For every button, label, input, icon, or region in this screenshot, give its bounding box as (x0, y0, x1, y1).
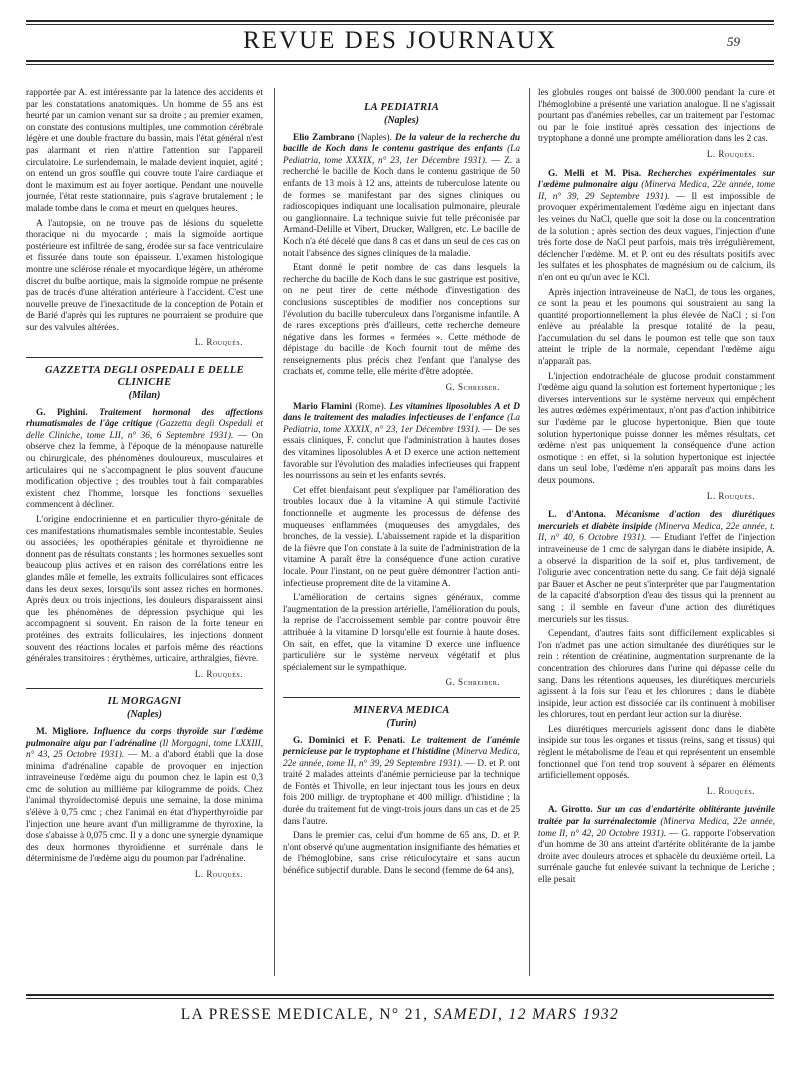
section-city: (Turin) (386, 717, 417, 729)
article-text: — D. et P. ont traité 2 malades atteints d'anémie pernicieuse par la technique de Fontès et Thivolle, en leur injectant tous les jours en deux fois 200 milligr. de tryptophane et 400 milligr. d'histidine ; la durée du traitement fut de vingt-trois jours dans un cas et de 25 dans l'autre. (283, 758, 520, 827)
article (26, 408, 263, 512)
footer-top-rule-thin (26, 998, 774, 999)
header-top-rule-thin (26, 24, 774, 25)
column-separator (274, 88, 275, 976)
paragraph: L'amélioration de certains signes généraux, comme l'augmentation de la pression artérielle, l'amélioration du pouls, la reprise de l'accroissement semble par contre pouvoir être attribuée à la vitamine D lorsqu'elle est fournie à haute doses. On sait, en effet, que la vitamine D exerce une influence particulière sur le système nerveux végétatif et plus spécialement sur le sympathique. (283, 593, 520, 673)
article-text: — M. a d'abord établi que la dose minima d'adrénaline capable de provoquer en injection intraveineuse l'œdème aigu du poumon chez le lapin est 0,3 cmc de solution au millième par kilogramme de poids. Chez l'animal thyroïdectomisé depuis une semaine, la dose minima s'élève à 0,75 cmc ; chez l'animal en état d'hyperthyroïdie par l'injection une heure avant d'un milligramme de thyroxine, la dose s'abaisse à 0,075 cmc. Il y a donc une synergie dynamique des deux hormones thyroïdienne et surrénale dans le déterminisme de l'œdème aigu du poumon par l'adrénaline. (26, 750, 263, 865)
section-title: LA PEDIATRIA (363, 102, 440, 113)
article-author: G. Melli et M. Pisa. (548, 168, 642, 179)
article-reference: (Gazzetta degli Ospedali et delle Cliniche, tome LII, n° 36, 6 Septembre 1931). (26, 419, 263, 441)
paragraph: rapportée par A. est intéressante par la latence des accidents et par les constatations anatomiques. Un homme de 55 ans est heurté par un camion venant sur sa droite ; au premier examen, on constate des contusions multiples, une commotion cérébrale légère et une double fracture du bassin, mais l'état général n'est pas alarmant et rien n'attire l'attention sur l'appareil circulatoire. Le surlendemain, le malade devient inquiet, agité ; on entend un gros souffle qui couvre toute l'aire cardiaque et dont le maximum est au foyer aortique. Pendant une nouvelle journée, l'état reste stationnaire, puis s'agrave brutalement ; le malade tombe dans le coma et meurt en quelques heures. (26, 88, 263, 214)
paragraph: Les diurétiques mercuriels agissent donc dans le diabète insipide sur tous les organes et tissus (reins, sang et tissus) qui règlent le métabolisme de l'eau et qui représentent un ensemble fonctionnel que l'on tend trop souvent à séparer en éléments artificiellement opposés. (538, 724, 775, 782)
article-text: — G. rapporte l'observation d'un homme de 30 ans atteint d'artérite oblitérante de la jambe droite avec douleurs atroces et sphacèle du deuxième orteil. La surrénale gauche fut enlevée suivant la technique de Leriche ; elle pesait (538, 828, 775, 885)
column-2 (283, 88, 520, 881)
article-title: Recherches expérimentales sur l'œdème pulmonaire aigu (538, 168, 775, 191)
article-place: (Rome). (355, 401, 387, 412)
article (538, 510, 775, 626)
section-rule (26, 357, 263, 358)
article-title: Traitement hormonal des affections rhumatismales de l'âge critique (26, 407, 264, 430)
article (283, 133, 520, 261)
footer-journal-name: LA PRESSE MEDICALE, N° 21, (180, 1006, 434, 1023)
section-title: IL MORGAGNI (107, 696, 182, 708)
page-number: 59 (727, 34, 740, 49)
section-rule (283, 697, 520, 698)
page-header (0, 0, 800, 62)
article-author: M. Migliore. (36, 726, 89, 737)
article-author: G. Dominici et F. Penati. (293, 735, 405, 746)
section-title: GAZZETTA DEGLI OSPEDALI E DELLE CLINICHE (45, 365, 244, 389)
footer-top-rule (26, 994, 774, 996)
paragraph: les globules rouges ont baissé de 300.000 pendant la cure et l'hémoglobine a présenté une variation analogue. Il ne s'agissait pourtant pas d'anémies rebelles, car un traitement par l'estomac ou par le foie institué après cessation des injections de tryptophane a donné une prompte amélioration dans les 2 cas. (538, 88, 775, 145)
article-title: Mécanisme d'action des diurétiques mercuriels et diabète insipide (538, 510, 776, 532)
paragraph: L'origine endocrinienne et en particulier thyro-génitale de ces manifestations rhumatismales semble incontestable. Seules ou associées, les opothérapies génitale et thyroïdienne ne donnent pas de résultats constants ; les hormones sexuelles sont beaucoup plus actives et en raison des corrélations entre les glandes mâle et femelle, les extraits folliculaires sont efficaces dans les deux sexes, lorsqu'ils sont assez riches en hormones. Après deux ou trois injections, les douleurs disparaissent ainsi que les phénomènes de dépression psychique qui les accompagnent si souvent. En raison de la forte teneur en protéines des extraits folliculaires, les injections donnent souvent des réactions locales et parfois même des réactions générales transitoires : érythèmes, urticaire, arthralgies, fièvre. (26, 515, 263, 665)
article (283, 736, 520, 829)
signature: L. Rouquès. (706, 148, 755, 159)
article-author: L. d'Antona. (548, 510, 606, 521)
paragraph: Etant donné le petit nombre de cas dans lesquels la recherche du bacille de Koch dans le suc gastrique est positive, on ne peut tirer de cette méthode d'investigation des conclusions susceptibles de modifier nos conceptions sur l'évolution du bacille tuberculeux dans l'organisme infantile. A de rares exceptions près d'ailleurs, cette recherche demeure négative dans les formes « fermées ». Cette méthode de dépistage du bacille de Koch fournit tout de même des renseignements plus précis chez l'enfant que l'analyse des crachats et, comme telle, elle mérite d'être adoptée. (283, 263, 520, 378)
section-title: MINERVA MEDICA (353, 704, 450, 716)
signature: L. Rouquès. (706, 785, 755, 796)
article (26, 727, 263, 866)
footer-journal-line (0, 1006, 800, 1024)
signature: L. Rouquès. (194, 869, 243, 880)
article-reference: (Minerva Medica, 22e année, t. II, n° 40, 6 Octobre 1931). (538, 521, 775, 544)
header-bottom-rule-thin (26, 64, 774, 65)
article-title: Influence du corps thyroïde sur l'œdème pulmonaire aigu par l'adrénaline (26, 726, 263, 749)
article (538, 805, 775, 886)
article-reference: (Minerva Medica, 22e année, tome II, n° 42, 20 Octobre 1931). (538, 817, 775, 839)
paragraph: Cependant, d'autres faits sont difficilement explicables si l'on n'admet pas une action simultanée des diurétiques sur le rein : rétention de créatinine, augmentation surprenante de la concentration des chlorures dans l'urine qui dépasse celle du sang. Dans les rétentions aqueuses, les diurétiques mercuriels agissent à la fois sur l'eau et les chlorures ; dans le diabète insipide, leur action est dissociée car ils continuent à mobiliser les chlorures, tout en perdant leur action sur la diurèse. (538, 629, 775, 721)
header-top-rule (26, 20, 774, 22)
footer-date: SAMEDI, 12 MARS 1932 (433, 1006, 620, 1023)
section-rule (26, 688, 263, 689)
article-title: Les vitamines liposolubles A et D dans le traitement des maladies infectieuses de l'enfance (283, 401, 520, 424)
article-reference: (La Pediatria, tome XXXIX, n° 23, 1er Décembre 1931). (283, 413, 520, 435)
column-1 (26, 88, 263, 889)
article-reference: (Il Morgagni, tome LXXIII, n° 43, 25 Octobre 1931). (26, 738, 263, 761)
article-author: Mario Flamini (293, 401, 353, 412)
section-city: (Naples) (384, 115, 419, 126)
column-separator (529, 88, 530, 976)
article-reference: (Minerva Medica, 22e année, tome II, n° 39, 29 Septembre 1931). (538, 180, 776, 202)
article-place: (Naples). (357, 132, 392, 143)
article-title: Sur un cas d'endartérite oblitérante juvénile traitée par la surrénalectomie (538, 805, 776, 828)
article-reference: (La Pediatria, tome XXXIX, n° 23, 1er Décembre 1931). (283, 144, 520, 166)
signature: L. Rouquès. (194, 337, 243, 348)
journal-section-title: REVUE DES JOURNAUX (243, 27, 557, 54)
article-text: — Il est impossible de provoquer expérimentalement l'œdème aigu en injectant dans les veines du NaCl, quelle que soit la dose ou la concentration de la solution ; après section des deux vagues, l'injection d'une très forte dose de NaCl peut parfois, mais très irrégulièrement, déclencher l'œdème. M. et P. ont eu des résultats positifs avec les sulfates et les phosphates de magnésium ou de calcium, ils n'en ont eu qu'un avec le KCl. (538, 191, 776, 283)
column-3 (538, 88, 775, 890)
article-title: Le traitement de l'anémie pernicieuse par le tryptophane et l'histidine (283, 735, 521, 758)
signature: L. Rouquès. (706, 490, 755, 501)
article-text: — On observe chez la femme, à l'époque de la ménopause naturelle ou chirurgicale, des phénomènes douloureux, musculaires et articulaires qui ne s'accompagnent le plus souvent d'aucune modification objective ; des troubles tout à fait comparables existent chez l'homme, lorsque les fonctions sexuelles commencent à décliner. (26, 430, 264, 511)
article-author: G. Pighini. (36, 407, 88, 418)
signature: G. Schreiber. (445, 677, 500, 688)
article (283, 402, 520, 483)
signature: L. Rouquès. (194, 668, 243, 679)
paragraph: Dans le premier cas, celui d'un homme de 65 ans, D. et P. n'ont observé qu'une augmentation insignifiante des hématies et de l'hémoglobine, sans crise réticulocytaire et sans aucun bénéfice subjectif durable. Dans le second (femme de 64 ans), (283, 831, 521, 877)
section-city: (Naples) (127, 709, 162, 721)
article-reference: (Minerva Medica, 22e année, tome II, n° 39, 29 Septembre 1931). (283, 747, 521, 769)
article-text: — Z. a recherché le bacille de Koch dans le contenu gastrique de 50 enfants de 13 mois à 12 ans, atteints de tuberculose latente ou de formes se manifestant par des signes cliniques ou radioscopiques indiquant une localisation pulmonaire, pleurale ou ganglionnaire. La technique suivie fut telle préconisée par Armand-Delille et Vibert, Drucker, Wallgren, etc. Le bacille de Koch n'a été décelé que dans 8 cas et dans un seul de ces cas on notait l'absence des signes cliniques de la maladie. (283, 155, 521, 259)
article-text: — Etudiant l'effet de l'injection intraveineuse de 1 cmc de salyrgan dans le diabète insipide, A. a observé la disparition de la soif et, plus tardivement, de l'oligurie avec concentration nette du sang. Ce fait déjà signalé par Bauer et Ascher ne peut s'interpréter que par l'augmentation de la capacité d'absorption d'eau des tissus qui la prennent au sang ; il semble en faveur d'une action des diurétiques mercuriels sur les tissus. (538, 533, 776, 625)
signature: G. Schreiber. (445, 382, 500, 393)
article-author: A. Girotto. (548, 805, 593, 816)
paragraph: L'injection endotrachéale de glucose produit constamment l'œdème aigu quand la solution est fortement hypertonique ; les diverses interventions sur le système nerveux qui empêchent les autres œdèmes expérimentaux, n'ont pas d'action inhibitrice sur l'œdème par le glucose hypertonique. Bien que toute solution hypertonique puisse donner les mêmes résultats, cet œdème n'est pas uniquement la conséquence d'une action osmotique : en effet, si la solution hypertonique est injectée dans un seul lobe, l'œdème n'en apparaît pas moins dans les deux poumons. (538, 371, 775, 486)
article-title: De la valeur de la recherche du bacille de Koch dans le contenu gastrique des enfants (283, 132, 521, 155)
page-footer (0, 994, 800, 1064)
paragraph: A l'autopsie, on ne trouve pas de lésions du squelette thoracique ni du myocarde ; mais la sigmoïde aortique postérieure est infiltrée de sang, érodée sur sa face ventriculaire et fissurée dans toute son épaisseur. L'examen histologique montre une sclérose rénale et myocardique légère, un athérome discret du bulbe aortique, mais la sigmoïde rompue ne présente pas de tracés d'une altération antérieure à l'accident. C'est une nouvelle preuve de l'inexactitude de la conception de Potain et de Barié d'après qui les ruptures ne pourraient se produire que sur des valvules altérées. (26, 218, 263, 333)
article-author: Elio Zambrano (293, 132, 355, 143)
section-city: (Milan) (128, 390, 161, 402)
header-bottom-rule (26, 60, 774, 62)
paragraph: Cet effet bienfaisant peut s'expliquer par l'amélioration des troubles locaux due à la vitamine A qui stimule l'activité fonctionnelle et augmente les processus de défense des muqueuses enflammées (muqueuses des amygdales, des bronches, de la vessie). L'abaissement rapide et la disparition de la fièvre que l'on constate à la suite de l'administration de la vitamine A paraît être la conséquence d'une action curative locale. Pour l'instant, on ne peut guère démontrer l'action anti-infectieuse proprement dite de la vitamine A. (283, 485, 520, 589)
paragraph: Après injection intraveineuse de NaCl, de tous les organes, ce sont la peau et les poumons qui soustraient au sang la quantité proportionnellement la plus élevée de NaCl ; si l'on enlève au préalable la presque totalité de la peau, l'accumulation du sel dans le poumon est telle que son taux atteint le triple de la normale, cependant l'œdème aigu n'apparaît pas. (538, 287, 775, 368)
article-text: — De ses essais cliniques, F. conclut que l'administration à hautes doses des vitamines liposolubles A et D exerce une action nettement favorable sur l'évolution des maladies infectieuses qui frappent les nourrissons au sein et les enfants sevrés. (283, 424, 521, 482)
article (538, 169, 775, 285)
